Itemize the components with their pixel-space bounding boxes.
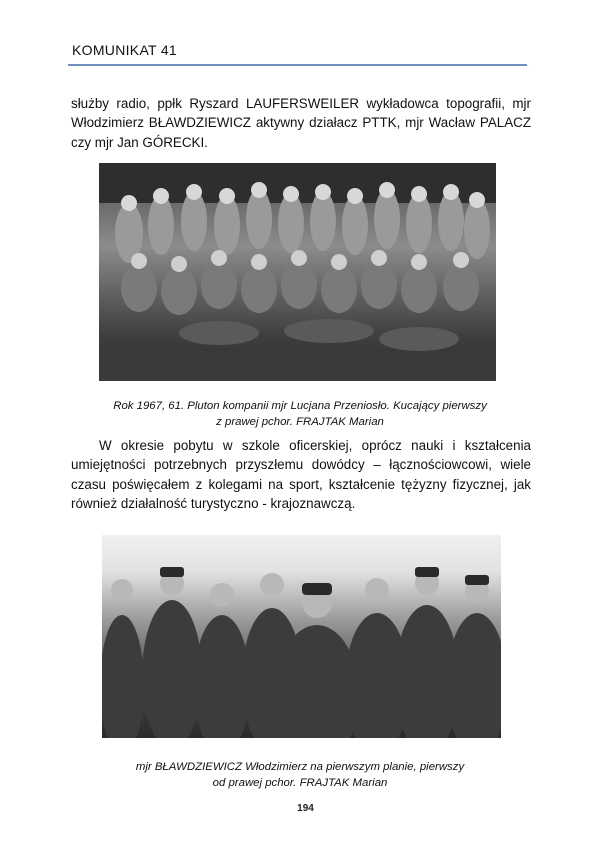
photo-1-illustration — [99, 163, 496, 381]
paragraph-2: W okresie pobytu w szkole oficerskiej, oprócz nauki i kształcenia umiejętności potrzebnych przyszłemu dowódcy – łącznościowcowi, wiele czasu poświęcałem z kolegami na sport, kształcenie tężyzny fizycznej, jak również działalność turystyczno - krajoznawczą. — [71, 438, 531, 512]
figure-2-caption-line-1: mjr BŁAWDZIEWICZ Włodzimierz na pierwszym planie, pierwszy — [135, 761, 465, 773]
running-header: KOMUNIKAT 41 — [72, 42, 177, 58]
photo-2-illustration — [102, 535, 501, 738]
page-number: 194 — [297, 803, 314, 814]
header-rule — [68, 64, 527, 66]
paragraph-1: służby radio, ppłk Ryszard LAUFERSWEILER wykładowca topografii, mjr Włodzimierz BŁAWDZIEWICZ aktywny działacz PTTK, mjr Wacław PALACZ czy mjr Jan GÓRECKI. — [71, 96, 531, 150]
photo-officers-group — [102, 535, 501, 738]
figure-1-caption-line-1: Rok 1967, 61. Pluton kompanii mjr Lucjana Przeniosło. Kucający pierwszy — [113, 400, 487, 412]
figure-1-caption-line-2: z prawej pchor. FRAJTAK Marian — [216, 416, 384, 428]
figure-2-caption — [100, 759, 500, 791]
group-photo-platoon — [99, 163, 496, 381]
figure-2-caption-line-2: od prawej pchor. FRAJTAK Marian — [212, 777, 388, 789]
figure-1-caption — [100, 398, 500, 430]
